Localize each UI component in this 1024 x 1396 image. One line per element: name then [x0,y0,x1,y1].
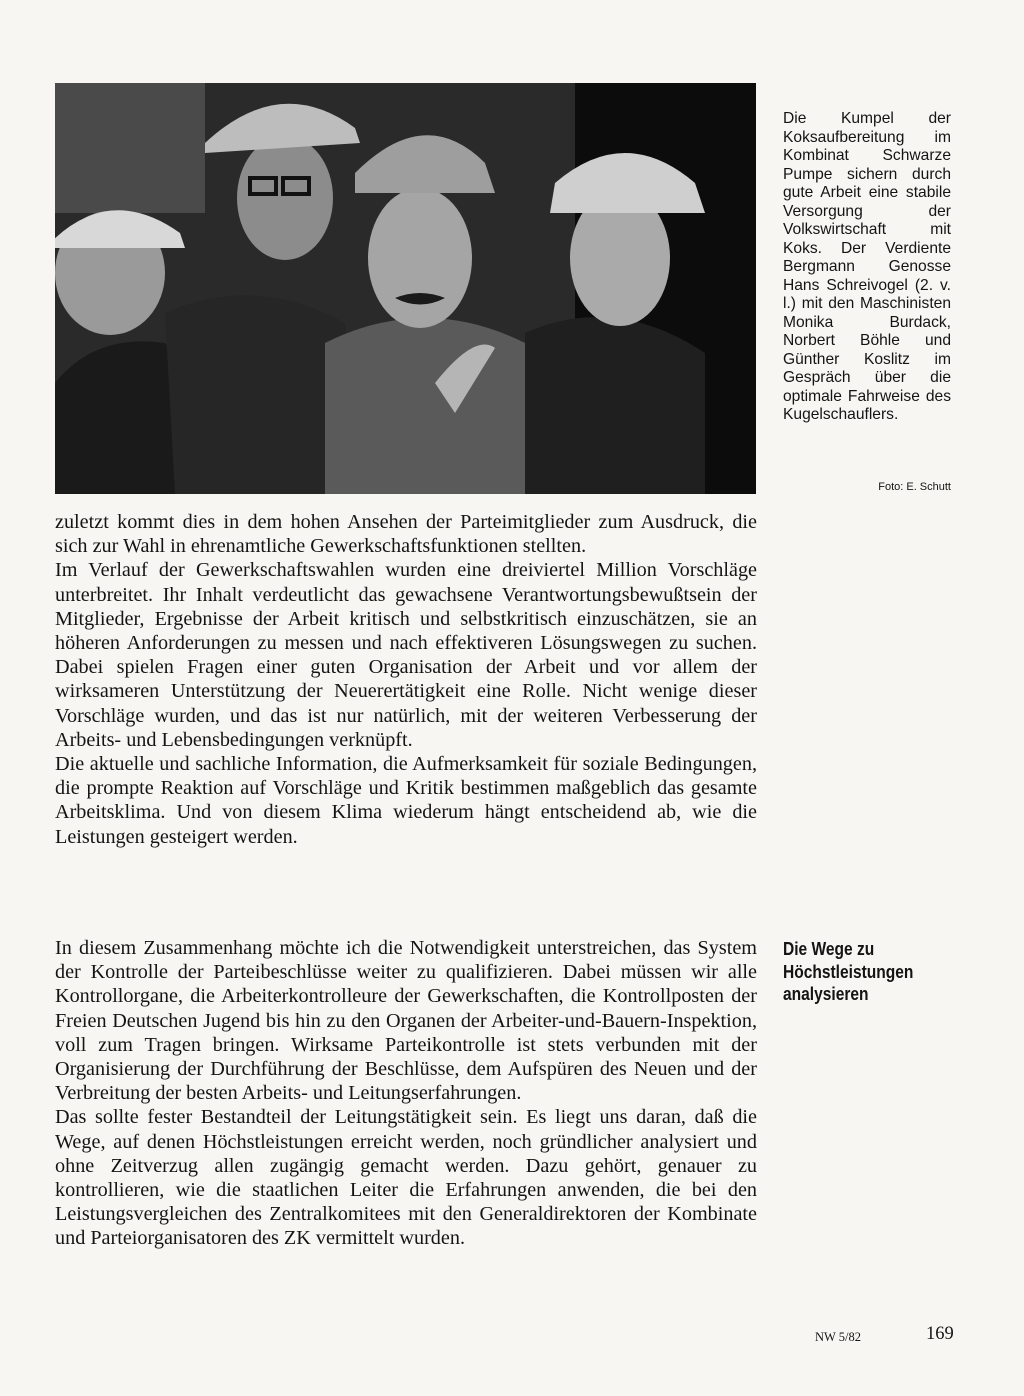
article-photo [55,83,756,494]
paragraph: Im Verlauf der Gewerkschaftswahlen wurden eine dreiviertel Million Vorschläge unterbreitet. Ihr Inhalt verdeutlicht das gewachsene Verantwortungsbewußtsein der Mitglieder, Ergebnisse der Arbeit kritisch und selbstkritisch einzuschätzen, sie an höheren Anforderungen zu messen und nach effektiveren Lösungswegen zu suchen. Dabei spielen Fragen einer guten Organisation der Arbeit und vor allem der wirksameren Unterstützung der Neuerertätigkeit eine Rolle. Nicht wenige dieser Vorschläge wurden, und das ist nur natürlich, mit der weiteren Verbesserung der Arbeits- und Lebensbedingungen verknüpft. [55,559,757,751]
page-number: 169 [926,1324,954,1344]
paragraph: Das sollte fester Bestandteil der Leitungstätigkeit sein. Es liegt uns daran, daß die Wege, auf denen Höchstleistungen erreicht werden, noch gründlicher analysiert und ohne Zeitverzug allen zugängig gemacht werden. Dazu gehört, genauer zu kontrollieren, wie die staatlichen Leiter die Erfahrungen anwenden, die bei den Leistungsvergleichen des Zentralkomitees mit den Generaldirektoren der Kombinate und Parteiorganisatoren des ZK vermittelt wurden. [55,1106,757,1250]
paragraph: In diesem Zusammenhang möchte ich die Notwendigkeit unterstreichen, das System der Kontrolle der Parteibeschlüsse weiter zu qualifizieren. Dabei müssen wir alle Kontrollorgane, die Arbeiterkontrolleure der Gewerkschaften, die Kontrollposten der Freien Deutschen Jugend bis hin zu den Organen der Arbeiter-und-Bauern-Inspektion, voll zum Tragen bringen. Wirksame Parteikontrolle ist stets verbunden mit der Organisierung der Durchführung der Beschlüsse, dem Aufspüren des Neuen und der Verbreitung der besten Arbeits- und Leitungserfahrungen. [55,937,757,1105]
photo-caption [783,110,951,425]
sidehead-line: Die Wege zu [783,938,875,959]
article-body-top [55,510,757,849]
sidehead-line: Höchstleistungen [783,960,914,982]
issue-label: NW 5/82 [815,1330,861,1344]
section-sidehead [783,938,926,1006]
paragraph: zuletzt kommt dies in dem hohen Ansehen der Parteimitglieder zum Ausdruck, die sich zur Wahl in ehrenamtliche Gewerkschaftsfunktionen stellten. [55,511,757,558]
sidehead-line: analysieren [783,983,869,1004]
article-body-bottom [55,936,757,1251]
paragraph: Die aktuelle und sachliche Information, die Aufmerksamkeit für soziale Bedingungen, die prompte Reaktion auf Vorschläge und Kritik bestimmen maßgeblich das gesamte Arbeitsklima. Und von diesem Klima wiederum hängt entscheidend ab, wie die Leistungen gesteigert werden. [55,753,757,848]
caption-text: Die Kumpel der Koksaufbereitung im Kombinat Schwarze Pumpe sichern durch gute Arbeit eine stabile Versorgung der Volkswirtschaft mit Koks. Der Verdiente Bergmann Genosse Hans Schreivogel (2. v. l.) mit den Maschinisten Monika Burdack, Norbert Böhle und Günther Koslitz im Gespräch über die optimale Fahrweise des Kugelschauflers. [783,110,951,423]
photo-credit: Foto: E. Schutt [878,481,951,493]
miners-photo-illustration [55,83,756,494]
